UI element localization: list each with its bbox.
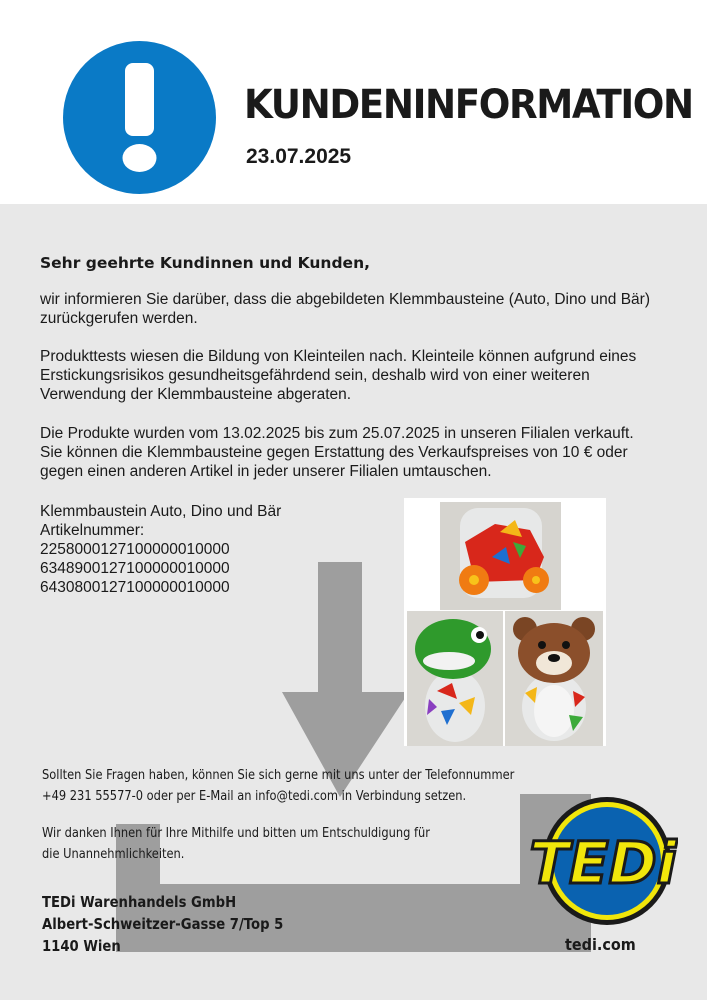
paragraph-sales: Die Produkte wurden vom 13.02.2025 bis zum 25.07.2025 in unseren Filialen verkauft. Sie können die Klemmbausteine gegen Erstattung des Verkaufspreises von 10 € oder gegen einen anderen Artikel in jeder unserer Filialen umtauschen. <box>40 425 634 480</box>
article-info <box>40 502 281 597</box>
thanks-line: die Unannehmlichkeiten. <box>42 846 185 862</box>
product-name: Klemmbaustein Auto, Dino und Bär <box>40 503 282 520</box>
company-city: 1140 Wien <box>42 937 121 955</box>
header <box>0 0 707 204</box>
product-photo-baer <box>505 611 603 746</box>
article-number: 6430800127100000010000 <box>40 579 230 596</box>
paragraph-recall: wir informieren Sie darüber, dass die abgebildeten Klemmbausteine (Auto, Dino und Bär) zurückgerufen werden. <box>40 291 651 327</box>
article-number: 6348900127100000010000 <box>40 560 230 577</box>
thanks-text <box>42 824 430 865</box>
exclamation-circle-icon <box>63 41 216 194</box>
logo-url: tedi.com <box>565 935 636 954</box>
company-street: Albert-Schweitzer-Gasse 7/Top 5 <box>42 915 284 933</box>
product-photo-auto <box>440 502 561 610</box>
notice-date: 23.07.2025 <box>246 145 352 168</box>
article-number-label: Artikelnummer: <box>40 522 145 539</box>
tedi-logo <box>528 796 678 926</box>
product-photo-panel <box>404 498 606 746</box>
product-photo-dino <box>407 611 503 746</box>
company-address <box>42 891 283 957</box>
salutation: Sehr geehrte Kundinnen und Kunden, <box>40 254 370 272</box>
contact-line: +49 231 55577-0 oder per E-Mail an info@tedi.com in Verbindung setzen. <box>42 788 467 804</box>
article-number: 2258000127100000010000 <box>40 541 230 558</box>
content-area <box>0 204 707 1000</box>
contact-info <box>42 766 514 807</box>
logo-text: TEDi <box>529 829 677 897</box>
page-title: KUNDENINFORMATION <box>244 82 693 128</box>
paragraph-tests: Produkttests wiesen die Bildung von Kleinteilen nach. Kleinteile können aufgrund eines Erstickungsrisikos gesundheitsgefährdend sein, deshalb wird von einer weiteren Verwendung der Klemmbausteine abgeraten. <box>40 348 637 403</box>
thanks-line: Wir danken Ihnen für Ihre Mithilfe und bitten um Entschuldigung für <box>42 826 431 841</box>
contact-line: Sollten Sie Fragen haben, können Sie sich gerne mit uns unter der Telefonnummer <box>42 768 515 783</box>
company-name: TEDi Warenhandels GmbH <box>42 893 237 911</box>
